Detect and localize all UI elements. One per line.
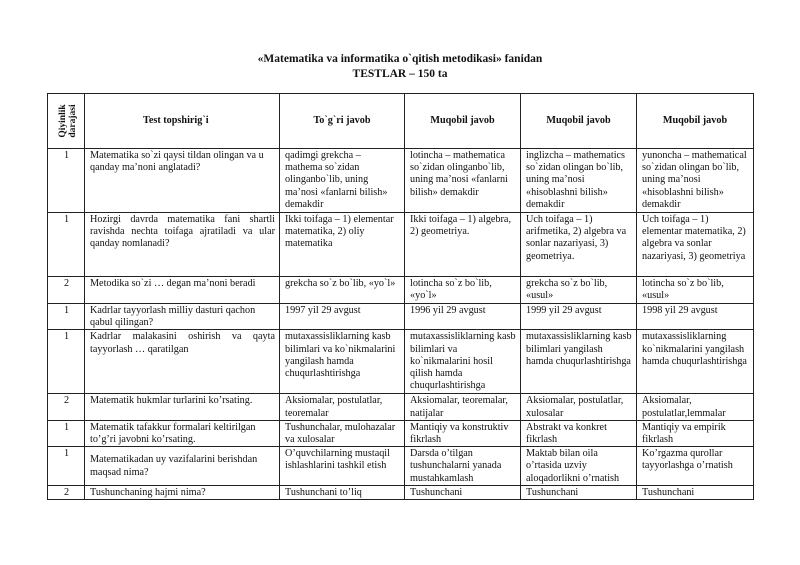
alt2-cell: 1999 yil 29 avgust — [521, 304, 637, 330]
header-correct: To`g`ri javob — [280, 94, 405, 149]
alt3-cell: mutaxassisliklarning ko`nikmalarini yangilash hamda chuqurlashtirishga — [637, 330, 754, 394]
alt1-cell: Tushunchani — [405, 485, 521, 499]
task-cell: Matematik tafakkur formalari keltirilgan to’g’ri javobni ko’rsating. — [85, 420, 280, 446]
difficulty-cell: 1 — [48, 149, 85, 213]
table-row — [48, 149, 754, 213]
correct-cell: O’quvchilarning mustaqil ishlashlarini tashkil etish — [280, 447, 405, 486]
correct-cell: Tushunchani to’liq — [280, 485, 405, 499]
header-task: Test topshirig`i — [85, 94, 280, 149]
difficulty-cell: 2 — [48, 277, 85, 304]
alt1-cell: 1996 yil 29 avgust — [405, 304, 521, 330]
alt1-cell: Ikki toifaga – 1) algebra, 2) geometriya. — [405, 213, 521, 277]
alt3-cell: lotincha so`z bo`lib, «usul» — [637, 277, 754, 304]
task-cell: Metodika so`zi … degan ma’noni beradi — [85, 277, 280, 304]
table-row — [48, 213, 754, 277]
header-alt1: Muqobil javob — [405, 94, 521, 149]
task-cell: Matematik hukmlar turlarini ko’rsating. — [85, 394, 280, 420]
alt2-cell: Uch toifaga – 1) arifmetika, 2) algebra va sonlar nazariyasi, 3) geometriya. — [521, 213, 637, 277]
difficulty-cell: 2 — [48, 485, 85, 499]
correct-cell: Tushunchalar, mulohazalar va xulosalar — [280, 420, 405, 446]
alt1-cell: Aksiomalar, teoremalar, natijalar — [405, 394, 521, 420]
alt2-cell: Aksiomalar, postulatlar, xulosalar — [521, 394, 637, 420]
title-count: TESTLAR – 150 ta — [352, 68, 448, 80]
alt2-cell: mutaxassisliklarning kasb bilimlari yangilash hamda chuqurlashtirishga — [521, 330, 637, 394]
alt1-cell: lotincha so`z bo`lib, «yo`l» — [405, 277, 521, 304]
alt3-cell: yunoncha – mathematical so`zidan olingan bo`lib, uning ma’nosi «hisoblashni bilish» demakdir — [637, 149, 754, 213]
alt3-cell: Ko’rgazma qurollar tayyorlashga o’rnatish — [637, 447, 754, 486]
table-row — [48, 330, 754, 394]
difficulty-cell: 1 — [48, 420, 85, 446]
correct-cell: mutaxassisliklarning kasb bilimlari va ko`nikmalarini yangilash hamda chuqurlashtirishga — [280, 330, 405, 394]
task-cell: Tushunchaning hajmi nima? — [85, 485, 280, 499]
alt1-cell: lotincha – mathematica so`zidan olinganbo`lib, uning ma’nosi «fanlarni bilish» demakdir — [405, 149, 521, 213]
title-subject: «Matematika va informatika o`qitish metodikasi» fanidan — [257, 53, 543, 65]
correct-cell: qadimgi grekcha – mathema so`zidan olinganbo`lib, uning ma’nosi «fanlarni bilish» demakdir — [280, 149, 405, 213]
header-alt2: Muqobil javob — [521, 94, 637, 149]
alt2-cell: Abstrakt va konkret fikrlash — [521, 420, 637, 446]
difficulty-cell: 1 — [48, 447, 85, 486]
alt2-cell: Tushunchani — [521, 485, 637, 499]
alt1-cell: mutaxassisliklarning kasb bilimlari va ko`nikmalarini hosil qilish hamda chuqurlashtirishga — [405, 330, 521, 394]
correct-cell: Aksiomalar, postulatlar, teoremalar — [280, 394, 405, 420]
table-row — [48, 304, 754, 330]
alt2-cell: inglizcha – mathematics so`zidan olingan bo`lib, uning ma’nosi «hisoblashni bilish» demakdir — [521, 149, 637, 213]
table-row — [48, 485, 754, 499]
table-row — [48, 394, 754, 420]
alt2-cell: Maktab bilan oila o’rtasida uzviy aloqadorlikni o’rnatish — [521, 447, 637, 486]
correct-cell: grekcha so`z bo`lib, «yo`l» — [280, 277, 405, 304]
header-alt3: Muqobil javob — [637, 94, 754, 149]
alt3-cell: 1998 yil 29 avgust — [637, 304, 754, 330]
header-difficulty: Qiyinlik darajasi — [48, 94, 85, 149]
task-cell: Matematikadan uy vazifalarini berishdan maqsad nima? — [85, 447, 280, 486]
document-title — [0, 52, 800, 82]
difficulty-cell: 1 — [48, 213, 85, 277]
difficulty-cell: 1 — [48, 304, 85, 330]
task-cell: Kadrlar tayyorlash milliy dasturi qachon qabul qilingan? — [85, 304, 280, 330]
tests-table — [47, 93, 754, 500]
alt3-cell: Aksiomalar, postulatlar,lemmalar — [637, 394, 754, 420]
difficulty-cell: 2 — [48, 394, 85, 420]
correct-cell: Ikki toifaga – 1) elementar matematika, 2) oliy matematika — [280, 213, 405, 277]
correct-cell: 1997 yil 29 avgust — [280, 304, 405, 330]
alt1-cell: Mantiqiy va konstruktiv fikrlash — [405, 420, 521, 446]
alt3-cell: Tushunchani — [637, 485, 754, 499]
task-cell: Kadrlar malakasini oshirish va qayta tayyorlash … qaratilgan — [85, 330, 280, 394]
task-cell: Hozirgi davrda matematika fani shartli ravishda nechta toifaga ajratiladi va ular qanday nomlanadi? — [85, 213, 280, 277]
alt1-cell: Darsda o’tilgan tushunchalarni yanada mustahkamlash — [405, 447, 521, 486]
table-row — [48, 447, 754, 486]
task-cell: Matematika so`zi qaysi tildan olingan va u qanday ma’noni anglatadi? — [85, 149, 280, 213]
table-row — [48, 420, 754, 446]
table-header-row — [48, 94, 754, 149]
alt2-cell: grekcha so`z bo`lib, «usul» — [521, 277, 637, 304]
alt3-cell: Uch toifaga – 1) elementar matematika, 2) algebra va sonlar nazariyasi, 3) geometriya — [637, 213, 754, 277]
alt3-cell: Mantiqiy va empirik fikrlash — [637, 420, 754, 446]
difficulty-cell: 1 — [48, 330, 85, 394]
table-row — [48, 277, 754, 304]
